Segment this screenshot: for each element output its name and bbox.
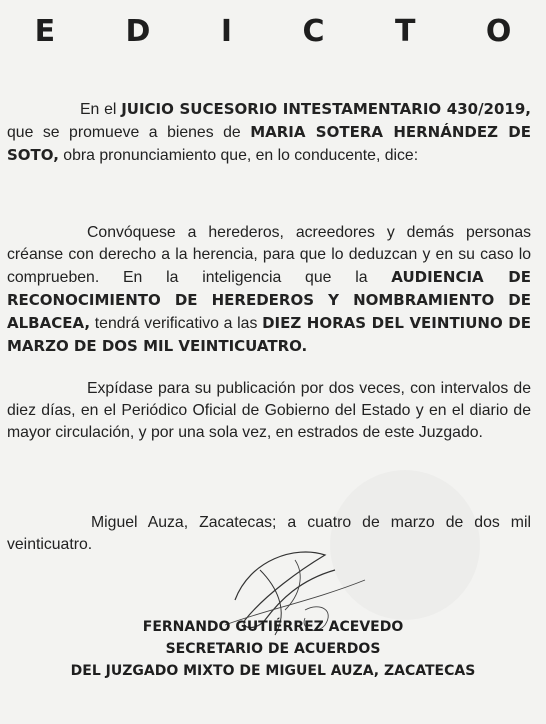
signer-court: DEL JUZGADO MIXTO DE MIGUEL AUZA, ZACATECAS xyxy=(70,663,476,679)
paragraph-summons xyxy=(7,222,531,358)
intro-text-1: En el xyxy=(80,101,122,118)
document-title: E D I C T O xyxy=(34,14,542,49)
summons-text-1: Convóquese a herederos, acreedores y demás personas créanse con derecho a la herencia, para que lo deduzcan y en su caso lo comprueben. En la inteligencia que la xyxy=(7,224,531,286)
hearing-date: DIEZ HORAS DEL VEINTIUNO DE MARZO DE DOS MIL VEINTICUATRO. xyxy=(7,314,531,355)
intro-text-3: obra pronunciamiento que, en lo conducente, dice: xyxy=(58,147,419,164)
paragraph-publication xyxy=(7,378,531,444)
hearing-name: AUDIENCIA DE RECONOCIMIENTO DE HEREDEROS Y NOMBRAMIENTO DE ALBACEA, xyxy=(7,268,531,332)
intro-text-2: que se promueve a bienes de xyxy=(7,124,251,141)
paragraph-intro xyxy=(7,98,531,167)
signer-name: FERNANDO GUTIÉRREZ ACEVEDO xyxy=(142,619,404,635)
summons-text-2: tendrá verificativo a las xyxy=(90,315,263,332)
case-name: JUICIO SUCESORIO INTESTAMENTARIO 430/2019, xyxy=(121,100,531,118)
signer-role: SECRETARIO DE ACUERDOS xyxy=(165,641,381,657)
deceased-name: MARIA SOTERA HERNÁNDEZ DE SOTO, xyxy=(7,123,531,164)
publication-text: Expídase para su publicación por dos veces, con intervalos de diez días, en el Periódico Oficial de Gobierno del Estado y en el diario de mayor circulación, y por una sola vez, en estrados de este Juzgado. xyxy=(7,380,531,441)
place-date-text: Miguel Auza, Zacatecas; a cuatro de marzo de dos mil veinticuatro. xyxy=(7,514,531,553)
